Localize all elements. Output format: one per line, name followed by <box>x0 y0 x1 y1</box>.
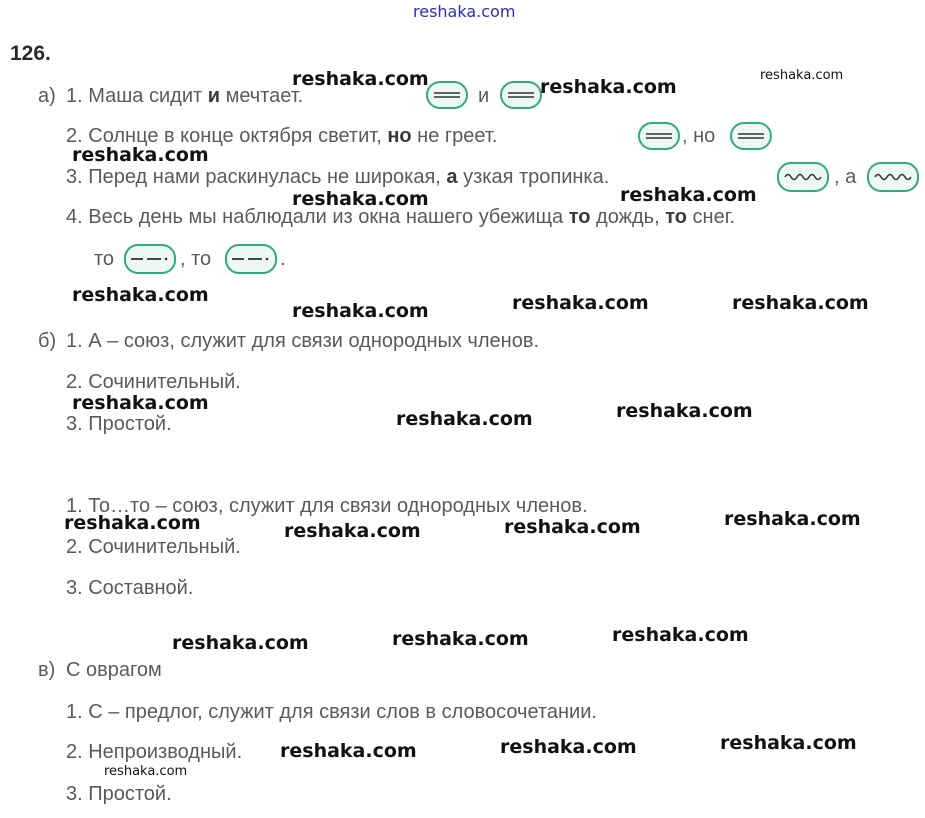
section-a-line-1: 1. Маша сидит и мечтает. <box>66 85 304 107</box>
section-a-label: а) <box>38 85 56 107</box>
section-b-g2-line-2: 2. Сочинительный. <box>66 536 241 558</box>
watermark: reshaka.com <box>284 520 421 542</box>
section-c-title: С оврагом <box>66 659 162 681</box>
watermark: reshaka.com <box>280 740 417 762</box>
scheme-1-separator: и <box>478 85 490 107</box>
dash-dot-underline-icon <box>225 244 277 274</box>
watermark: reshaka.com <box>612 624 749 646</box>
site-header-watermark: reshaka.com <box>413 2 516 21</box>
watermark: reshaka.com <box>760 68 844 83</box>
scheme-2-separator: , но <box>682 125 716 147</box>
watermark: reshaka.com <box>292 188 429 210</box>
watermark: reshaka.com <box>392 628 529 650</box>
watermark: reshaka.com <box>732 292 869 314</box>
section-c-line-2: 2. Непроизводный. <box>66 741 243 763</box>
section-b-g2-line-3: 3. Составной. <box>66 577 194 599</box>
watermark: reshaka.com <box>616 400 753 422</box>
section-c-line-3: 3. Простой. <box>66 783 172 805</box>
section-a-line-4: 4. Весь день мы наблюдали из окна нашего убежища то дождь, то снег. <box>66 206 736 228</box>
exercise-number: 126. <box>10 42 51 65</box>
watermark: reshaka.com <box>540 76 677 98</box>
section-b-label: б) <box>38 330 57 352</box>
dash-dot-underline-icon <box>124 244 176 274</box>
section-a-line-3: 3. Перед нами раскинулась не широкая, а узкая тропинка. <box>66 166 610 188</box>
double-underline-icon <box>426 81 468 109</box>
section-b-g1-line-1: 1. А – союз, служит для связи однородных членов. <box>66 330 539 352</box>
watermark: reshaka.com <box>64 512 201 534</box>
watermark: reshaka.com <box>72 144 209 166</box>
wavy-underline-icon <box>867 162 919 192</box>
section-c-label: в) <box>38 659 56 681</box>
section-b-g1-line-2: 2. Сочинительный. <box>66 371 241 393</box>
watermark: reshaka.com <box>104 764 188 779</box>
watermark: reshaka.com <box>72 392 209 414</box>
watermark: reshaka.com <box>72 284 209 306</box>
section-b-g1-line-3: 3. Простой. <box>66 413 172 435</box>
watermark: reshaka.com <box>396 408 533 430</box>
watermark: reshaka.com <box>512 292 649 314</box>
watermark: reshaka.com <box>292 300 429 322</box>
watermark: reshaka.com <box>292 68 429 90</box>
double-underline-icon <box>500 81 542 109</box>
wavy-underline-icon <box>777 162 829 192</box>
scheme-4-end: . <box>280 248 286 270</box>
double-underline-icon <box>730 122 772 150</box>
section-c-line-1: 1. С – предлог, служит для связи слов в словосочетании. <box>66 701 597 723</box>
section-b-g2-line-1: 1. То…то – союз, служит для связи однородных членов. <box>66 495 588 517</box>
scheme-3-separator: , а <box>834 166 857 188</box>
watermark: reshaka.com <box>620 184 757 206</box>
watermark: reshaka.com <box>504 516 641 538</box>
watermark: reshaka.com <box>724 508 861 530</box>
scheme-4-word: то <box>94 248 115 270</box>
double-underline-icon <box>638 122 680 150</box>
scheme-4-separator: , то <box>180 248 212 270</box>
section-a-line-2: 2. Солнце в конце октября светит, но не греет. <box>66 125 498 147</box>
watermark: reshaka.com <box>172 632 309 654</box>
watermark: reshaka.com <box>500 736 637 758</box>
watermark: reshaka.com <box>720 732 857 754</box>
